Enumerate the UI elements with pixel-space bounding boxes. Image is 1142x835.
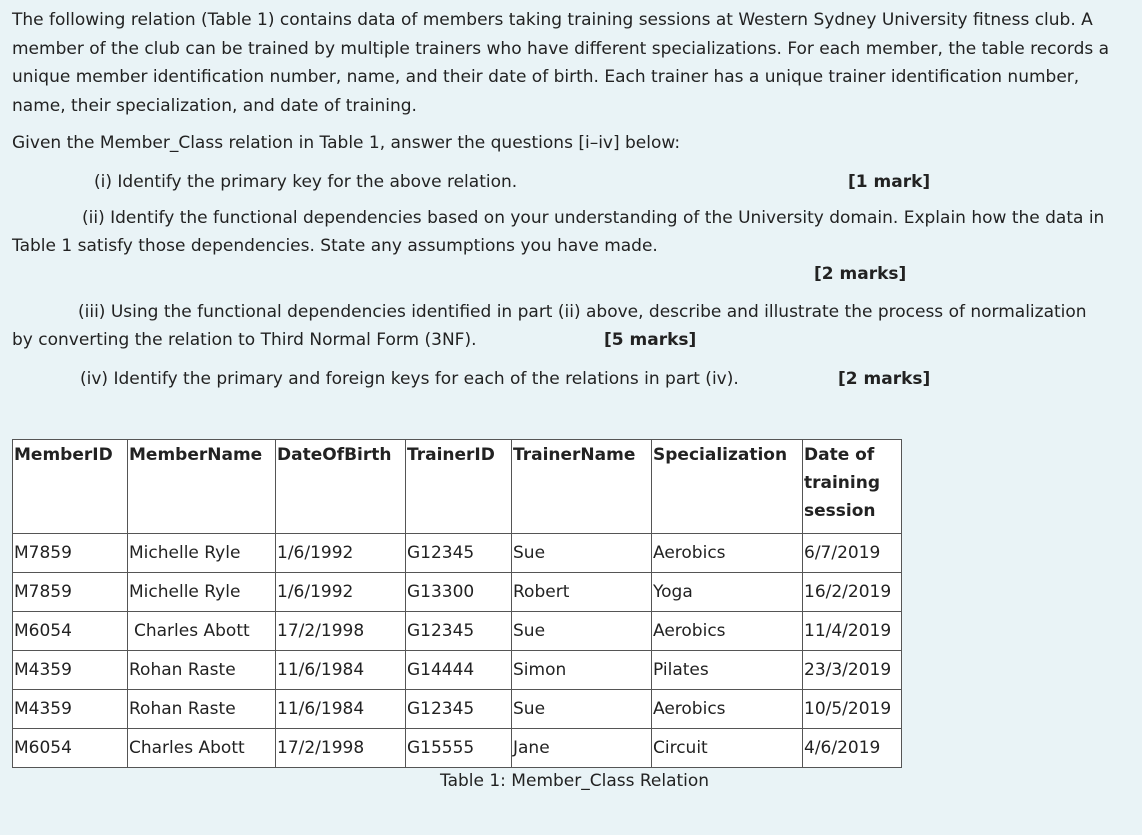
cell-member-name: Michelle Ryle [128,573,276,612]
table-row [13,690,902,729]
cell-trainer-name: Robert [512,573,652,612]
cell-member-id: M4359 [13,651,128,690]
cell-date-of-birth: 1/6/1992 [276,573,406,612]
header-member-id: MemberID [13,440,128,534]
table-row [13,534,902,573]
cell-training-date: 16/2/2019 [803,573,902,612]
cell-training-date: 11/4/2019 [803,612,902,651]
cell-member-id: M6054 [13,729,128,768]
cell-member-name: Michelle Ryle [128,534,276,573]
question-3-text: (iii) Using the functional dependencies identified in part (ii) above, describe and illustrate the process of normalization by converting the relation to Third Normal Form (3NF). [12,302,1087,350]
cell-member-id: M6054 [13,612,128,651]
cell-specialization: Circuit [652,729,803,768]
question-4-marks: [2 marks] [838,369,931,389]
cell-specialization: Aerobics [652,690,803,729]
cell-trainer-id: G12345 [406,690,512,729]
question-3-marks: [5 marks] [604,330,697,350]
header-member-name: MemberName [128,440,276,534]
cell-member-name: Rohan Raste [128,651,276,690]
cell-training-date: 6/7/2019 [803,534,902,573]
cell-date-of-birth: 11/6/1984 [276,651,406,690]
table-header-row [13,440,902,534]
intro-paragraph: The following relation (Table 1) contains data of members taking training sessions at Western Sydney University fitness club. A member of the club can be trained by multiple trainers who have different specializations. For each member, the table records a unique member identification number, name, and their date of birth. Each trainer has a unique trainer identification number, name, their specialization, and date of training. [12,10,1110,116]
cell-member-id: M7859 [13,573,128,612]
table-row [13,573,902,612]
cell-date-of-birth: 11/6/1984 [276,690,406,729]
cell-trainer-name: Sue [512,690,652,729]
cell-trainer-name: Simon [512,651,652,690]
cell-trainer-name: Sue [512,612,652,651]
cell-trainer-id: G15555 [406,729,512,768]
cell-date-of-birth: 17/2/1998 [276,729,406,768]
table-row [13,651,902,690]
header-specialization: Specialization [652,440,803,534]
table-row [13,612,902,651]
cell-member-name: Charles Abott [128,729,276,768]
cell-specialization: Aerobics [652,612,803,651]
question-4-text: (iv) Identify the primary and foreign keys for each of the relations in part (iv). [80,369,739,389]
member-class-table [12,439,902,768]
question-1-text: (i) Identify the primary key for the above relation. [94,172,518,192]
header-trainer-id: TrainerID [406,440,512,534]
cell-training-date: 10/5/2019 [803,690,902,729]
header-training-date: Date of training session [803,440,902,534]
cell-specialization: Pilates [652,651,803,690]
cell-specialization: Yoga [652,573,803,612]
cell-date-of-birth: 17/2/1998 [276,612,406,651]
question-2-text: (ii) Identify the functional dependencies based on your understanding of the University domain. Explain how the data in Table 1 satisfy those dependencies. State any assumptions you have made. [12,208,1105,256]
cell-specialization: Aerobics [652,534,803,573]
cell-member-name: Rohan Raste [128,690,276,729]
cell-training-date: 4/6/2019 [803,729,902,768]
cell-training-date: 23/3/2019 [803,651,902,690]
cell-trainer-name: Jane [512,729,652,768]
cell-member-id: M4359 [13,690,128,729]
header-trainer-name: TrainerName [512,440,652,534]
cell-member-id: M7859 [13,534,128,573]
cell-trainer-id: G12345 [406,534,512,573]
table-caption: Table 1: Member_Class Relation [440,771,710,791]
cell-trainer-id: G14444 [406,651,512,690]
table-row [13,729,902,768]
header-date-of-birth: DateOfBirth [276,440,406,534]
question-2-marks: [2 marks] [814,264,907,284]
cell-date-of-birth: 1/6/1992 [276,534,406,573]
cell-member-name: Charles Abott [128,612,276,651]
cell-trainer-id: G13300 [406,573,512,612]
cell-trainer-name: Sue [512,534,652,573]
given-statement: Given the Member_Class relation in Table 1, answer the questions [i–iv] below: [12,133,681,153]
cell-trainer-id: G12345 [406,612,512,651]
question-1-marks: [1 mark] [848,172,931,192]
